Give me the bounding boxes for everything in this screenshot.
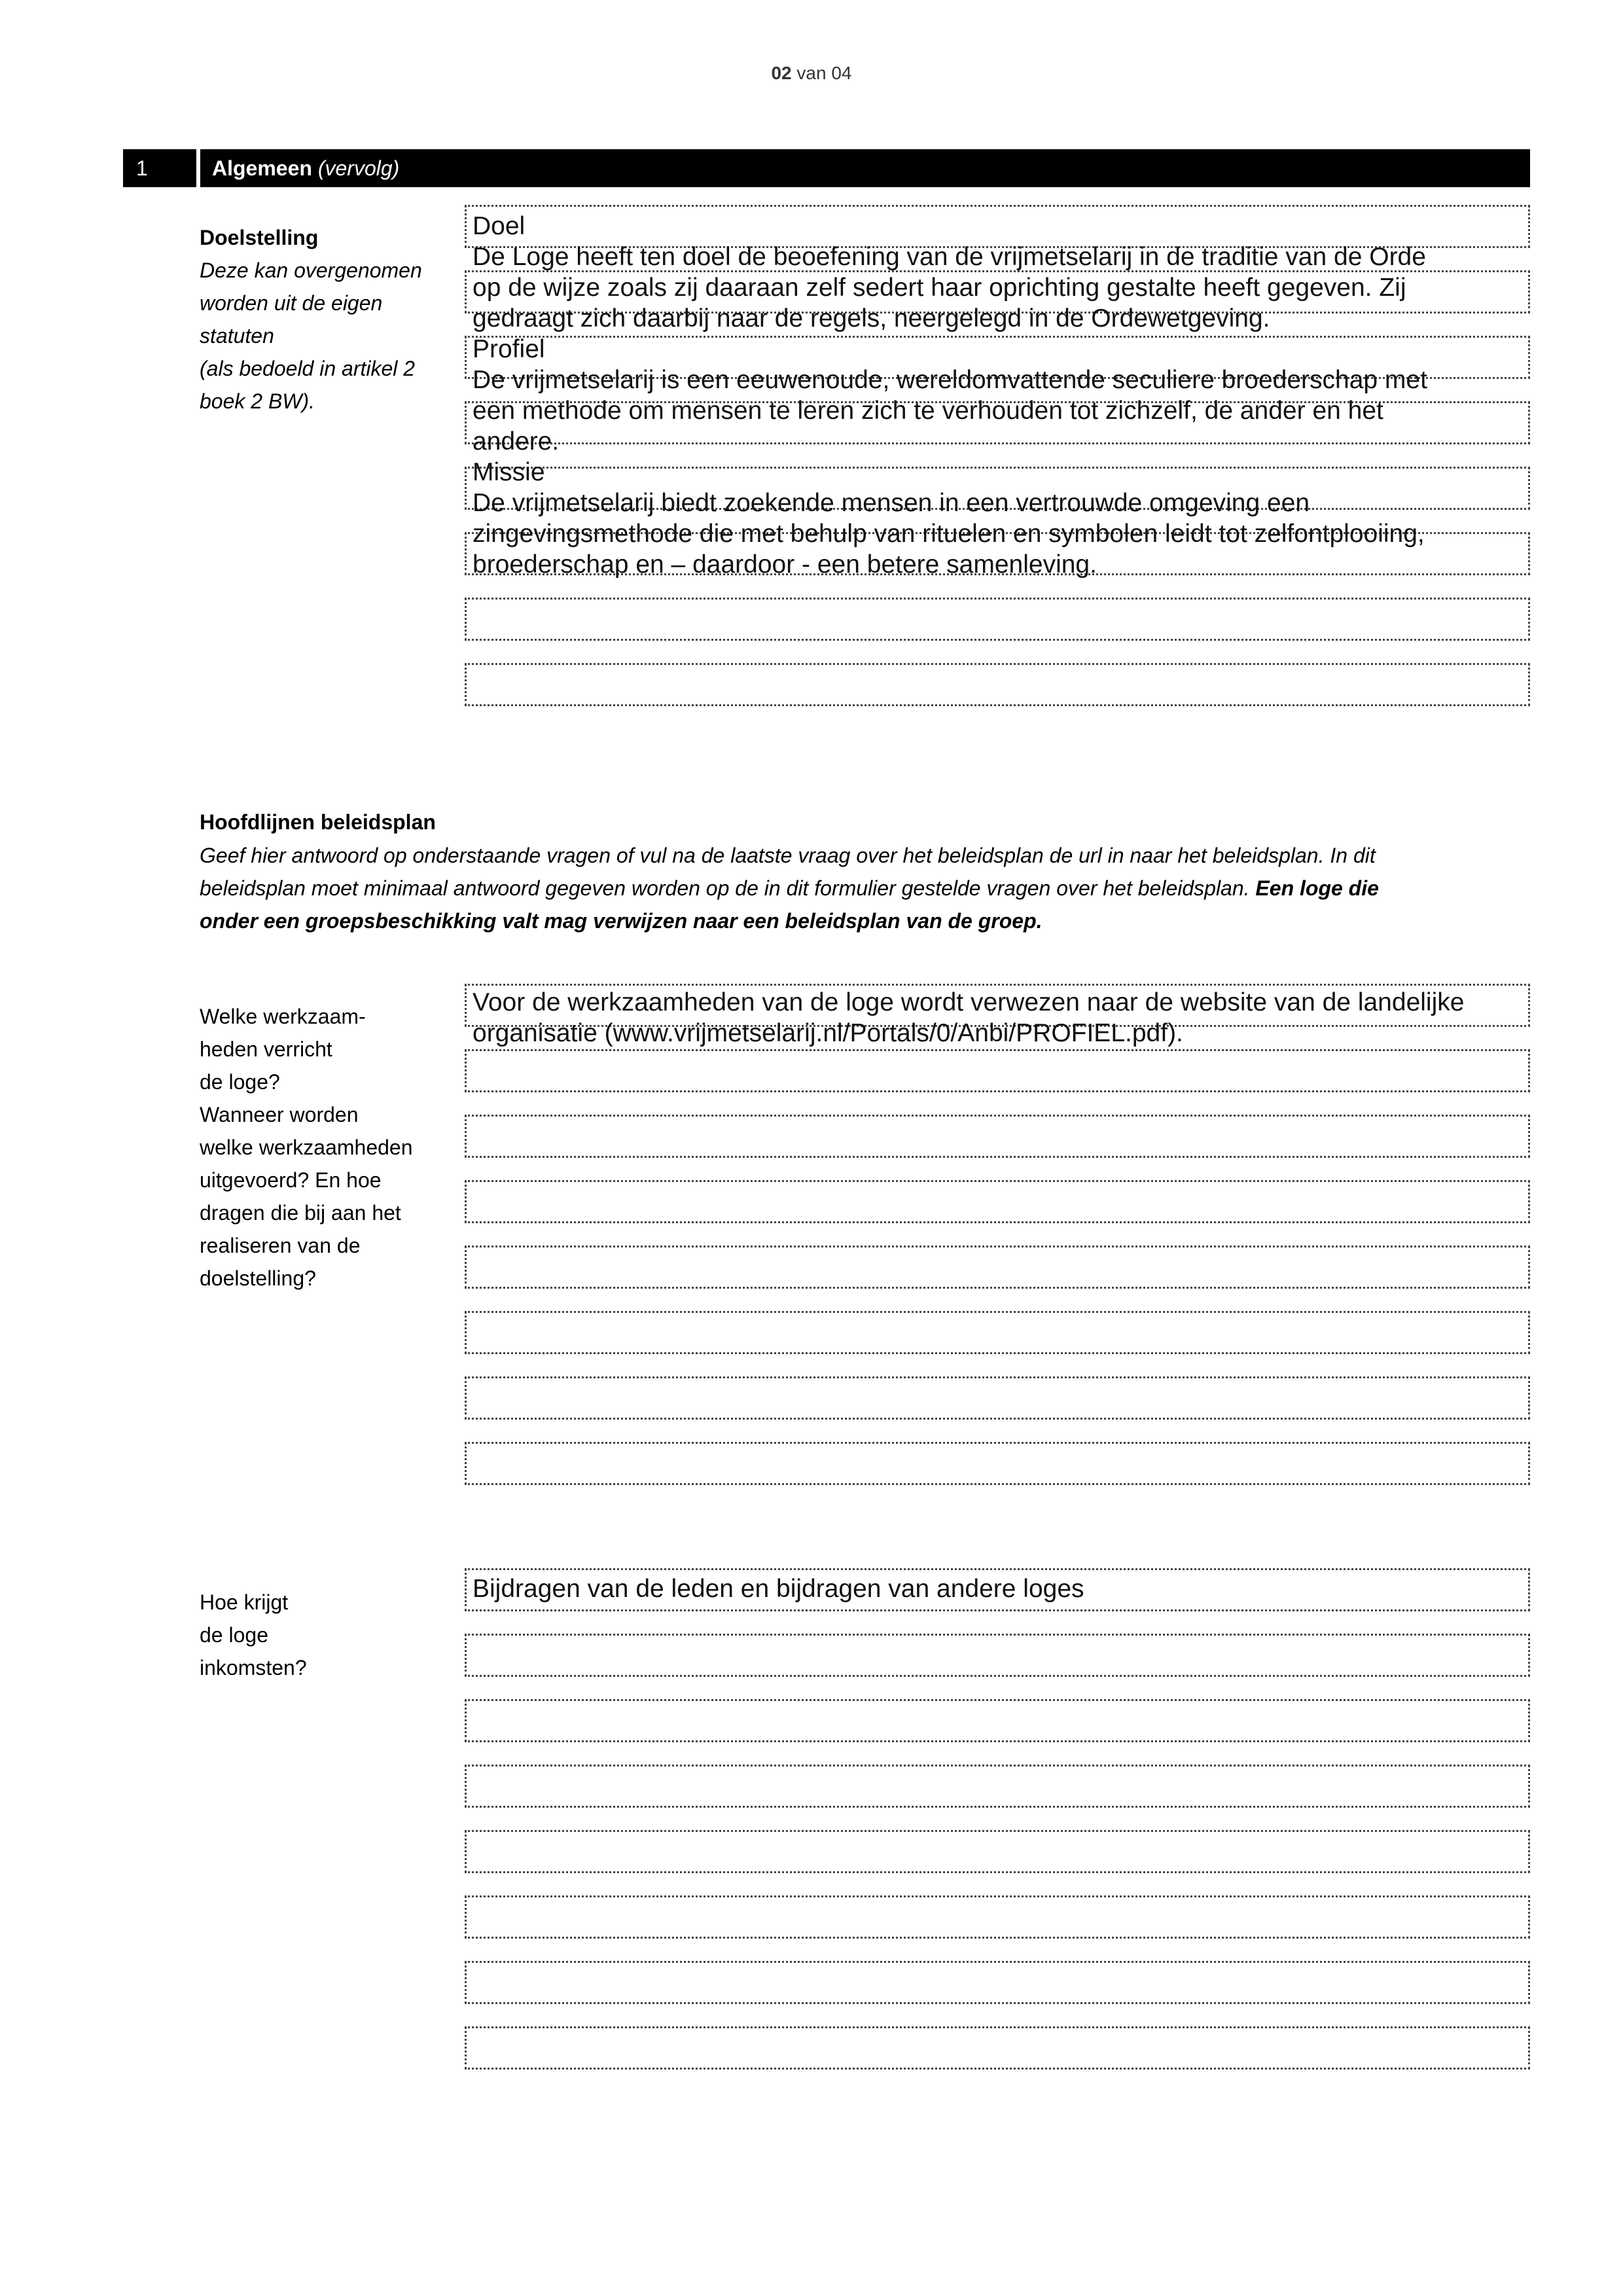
werkzaamheden-label-line: de loge? [200, 1070, 280, 1094]
inkomsten-text-line: Bijdragen van de leden en bijdragen van andere loges [473, 1575, 1084, 1603]
werkzaamheden-field-6[interactable] [465, 1311, 1530, 1354]
doelstelling-text-line: Profiel [473, 335, 545, 363]
werkzaamheden-label-line: uitgevoerd? En hoe [200, 1168, 382, 1192]
doelstelling-desc-line: (als bedoeld in artikel 2 [200, 357, 416, 380]
doelstelling-field-7[interactable] [465, 598, 1530, 641]
werkzaamheden-field-8[interactable] [465, 1442, 1530, 1485]
inkomsten-field-7[interactable] [465, 1961, 1530, 2004]
inkomsten-field-8[interactable] [465, 2026, 1530, 2070]
inkomsten-label-line: Hoe krijgt [200, 1590, 289, 1614]
werkzaamheden-field-3[interactable] [465, 1115, 1530, 1158]
doelstelling-text-line: op de wijze zoals zij daaraan zelf sedert haar oprichting gestalte heeft gegeven. Zij [473, 274, 1406, 302]
section-title [200, 149, 1530, 187]
hoofdlijnen-desc-line [200, 905, 1508, 937]
doelstelling-text-line: Missie [473, 458, 545, 486]
doelstelling-text-line: De Loge heeft ten doel de beoefening van de vrijmetselarij in de traditie van de Orde [473, 243, 1426, 271]
hoofdlijnen-desc-bold: onder een groepsbeschikking valt mag verwijzen naar een beleidsplan van de groep. [200, 909, 1043, 933]
section-number: 1 [123, 149, 196, 187]
hoofdlijnen-title: Hoofdlijnen beleidsplan [200, 810, 436, 834]
inkomsten-field-5[interactable] [465, 1830, 1530, 1873]
werkzaamheden-field-4[interactable] [465, 1180, 1530, 1223]
doelstelling-label [200, 221, 422, 418]
werkzaamheden-label [200, 1000, 413, 1295]
werkzaamheden-field-5[interactable] [465, 1246, 1530, 1289]
doelstelling-text-line: De vrijmetselarij biedt zoekende mensen in een vertrouwde omgeving een [473, 489, 1310, 517]
doelstelling-desc-line: boek 2 BW). [200, 389, 315, 413]
werkzaamheden-text-line: Voor de werkzaamheden van de loge wordt verwezen naar de website van de landelijke [473, 988, 1465, 1016]
doelstelling-text-line: De vrijmetselarij is een eeuwenoude, wereldomvattende seculiere broederschap met [473, 366, 1427, 394]
werkzaamheden-field-7[interactable] [465, 1376, 1530, 1420]
werkzaamheden-field-2[interactable] [465, 1049, 1530, 1092]
hoofdlijnen-desc-plain: beleidsplan moet minimaal antwoord gegeven worden op de in dit formulier gestelde vragen over het beleidsplan. [200, 876, 1250, 900]
doelstelling-text-line: gedraagt zich daarbij naar de regels, neergelegd in de Ordewetgeving. [473, 304, 1270, 332]
inkomsten-label-line: inkomsten? [200, 1656, 307, 1679]
doelstelling-text-line: Doel [473, 212, 526, 240]
doelstelling-field-8[interactable] [465, 663, 1530, 706]
inkomsten-field-6[interactable] [465, 1895, 1530, 1939]
werkzaamheden-label-line: realiseren van de [200, 1234, 361, 1257]
inkomsten-label-line: de loge [200, 1623, 268, 1647]
inkomsten-field-2[interactable] [465, 1634, 1530, 1677]
doelstelling-text-line: broederschap en – daardoor - een betere samenleving. [473, 550, 1097, 579]
inkomsten-text [473, 1573, 1520, 1604]
werkzaamheden-label-line: heden verricht [200, 1037, 332, 1061]
doelstelling-text-line: zingevingsmethode die met behulp van rituelen en symbolen leidt tot zelfontplooiing, [473, 520, 1425, 548]
section-title-text: Algemeen [212, 156, 312, 180]
werkzaamheden-label-line: Wanneer worden [200, 1103, 359, 1126]
doelstelling-text-line: een methode om mensen te leren zich te verhouden tot zichzelf, de ander en het [473, 397, 1383, 425]
doelstelling-desc-line: Deze kan overgenomen [200, 259, 422, 282]
werkzaamheden-label-line: dragen die bij aan het [200, 1201, 401, 1225]
section-header [123, 149, 1530, 187]
hoofdlijnen-desc-bold: Een loge die [1255, 876, 1379, 900]
doelstelling-text [473, 211, 1520, 580]
doelstelling-desc-line: statuten [200, 324, 274, 348]
section-subtitle: (vervolg) [317, 156, 400, 180]
hoofdlijnen-desc-line [200, 872, 1508, 905]
werkzaamheden-label-line: welke werkzaamheden [200, 1136, 413, 1159]
doelstelling-desc-line: worden uit de eigen [200, 291, 383, 315]
hoofdlijnen-description [200, 839, 1508, 937]
doelstelling-text-line: andere. [473, 427, 560, 456]
inkomsten-label [200, 1586, 307, 1684]
inkomsten-field-3[interactable] [465, 1699, 1530, 1742]
doelstelling-title: Doelstelling [200, 226, 319, 249]
werkzaamheden-text-line: organisatie (www.vrijmetselarij.nl/Portals/0/Anbi/PROFIEL.pdf). [473, 1019, 1183, 1047]
page-number-total: van 04 [796, 63, 852, 83]
page-number-current: 02 [771, 63, 792, 83]
inkomsten-field-4[interactable] [465, 1765, 1530, 1808]
werkzaamheden-text [473, 987, 1520, 1049]
hoofdlijnen-desc-line: Geef hier antwoord op onderstaande vragen of vul na de laatste vraag over het beleidsplan de url in naar het beleidsplan. In dit [200, 844, 1376, 867]
page-number [0, 63, 1623, 84]
werkzaamheden-label-line: doelstelling? [200, 1266, 316, 1290]
werkzaamheden-label-line: Welke werkzaam- [200, 1005, 366, 1028]
